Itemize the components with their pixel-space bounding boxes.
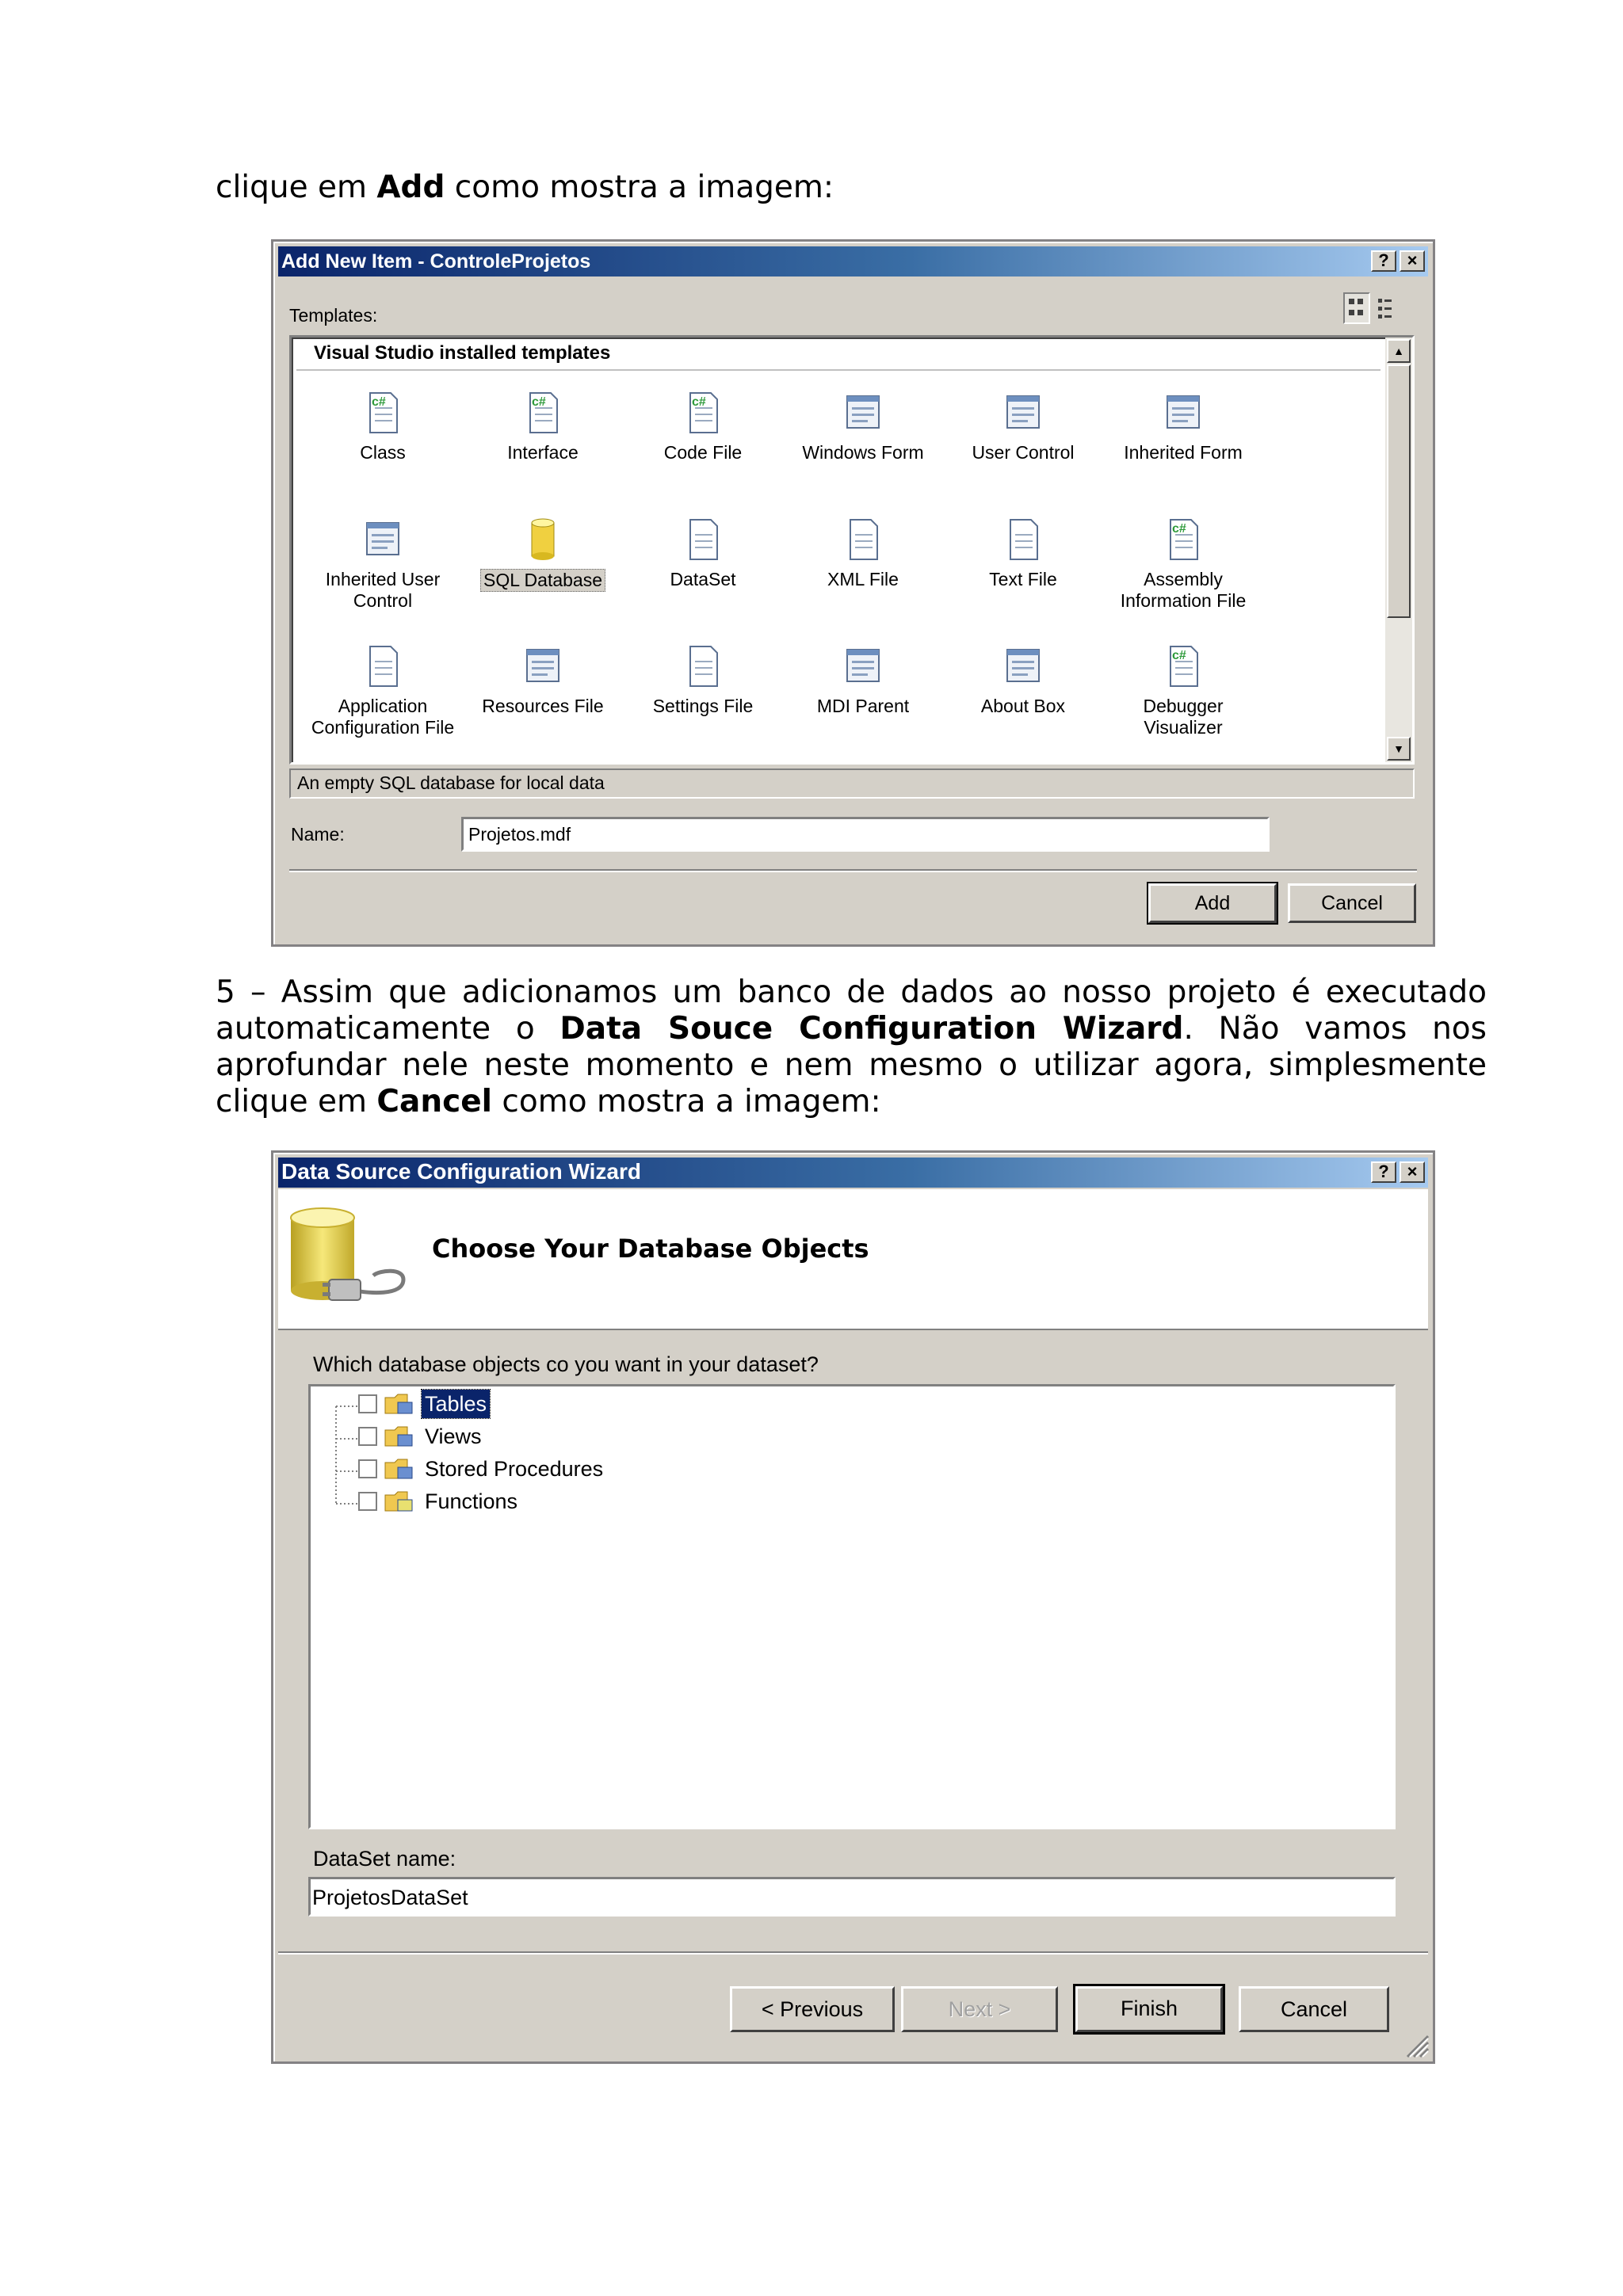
scroll-down-arrow[interactable]: ▼	[1387, 737, 1411, 761]
template-item[interactable]	[1108, 515, 1258, 612]
dataset-name-box[interactable]	[308, 1877, 1396, 1917]
wizard-heading: Choose Your Database Objects	[432, 1234, 869, 1264]
tree-node[interactable]	[311, 1390, 786, 1420]
svg-text:c#: c#	[1172, 522, 1186, 536]
template-item[interactable]	[628, 515, 778, 590]
wizard-title: Data Source Configuration Wizard	[281, 1159, 642, 1184]
step5-text-2: . Não vamos nos aprofundar nele neste momento e nem mesmo o utilizar agora, simplesmente clique em	[216, 1011, 1487, 1119]
windows-form-icon	[841, 388, 885, 437]
templates-list	[289, 335, 1415, 765]
database-objects-tree	[308, 1384, 1396, 1829]
template-label: Code File	[663, 442, 743, 463]
template-label: Resources File	[482, 696, 604, 716]
wizard-separator	[278, 1951, 1428, 1955]
template-item[interactable]	[788, 642, 938, 717]
template-label: Debugger Visualizer	[1143, 696, 1224, 738]
template-item[interactable]	[788, 388, 938, 463]
config-file-icon	[361, 642, 405, 691]
database-plug-icon	[285, 1200, 411, 1327]
template-item[interactable]	[307, 388, 458, 463]
template-label: Class	[360, 442, 406, 463]
name-input-box[interactable]	[461, 817, 1270, 852]
inherited-user-control-icon	[361, 515, 405, 564]
resize-grip-icon[interactable]	[1403, 2031, 1430, 2058]
step5-text-1: 5 – Assim que adicionamos um banco de dados ao nosso projeto é executado automaticamente o	[216, 974, 1487, 1047]
name-label: Name:	[291, 824, 345, 845]
intro-bold-add: Add	[376, 170, 445, 205]
settings-file-icon	[681, 642, 725, 691]
svg-text:c#: c#	[692, 395, 706, 409]
template-item[interactable]	[788, 515, 938, 590]
tree-node-label[interactable]: Views	[425, 1425, 482, 1448]
template-label: XML File	[827, 569, 899, 589]
template-item[interactable]	[307, 515, 458, 612]
template-label: About Box	[980, 696, 1066, 716]
tree-node-checkbox[interactable]	[358, 1427, 377, 1446]
svg-text:c#: c#	[1172, 649, 1186, 662]
objects-question-label: Which database objects co you want in your dataset?	[313, 1352, 819, 1376]
csharp-class-icon	[361, 388, 405, 437]
about-box-icon	[1001, 642, 1045, 691]
debugger-visualizer-icon	[1161, 642, 1205, 691]
intro-text-end: como mostra a imagem:	[445, 170, 834, 205]
svg-text:c#: c#	[532, 395, 546, 409]
tree-node[interactable]	[311, 1487, 786, 1517]
template-item[interactable]	[468, 515, 618, 592]
previous-button[interactable]: < Previous	[730, 1986, 895, 2032]
dataset-icon	[681, 515, 725, 564]
step5-bold-cancel: Cancel	[376, 1084, 493, 1119]
tree-node-checkbox[interactable]	[358, 1492, 377, 1511]
dataset-name-label: DataSet name:	[313, 1847, 456, 1871]
intro-text: clique em	[216, 170, 377, 205]
template-item[interactable]	[948, 515, 1098, 590]
cancel-button[interactable]: Cancel	[1288, 883, 1416, 923]
template-item[interactable]	[1108, 642, 1258, 738]
tree-node[interactable]	[311, 1455, 786, 1485]
next-button[interactable]: Next >	[901, 1986, 1058, 2032]
wizard-close-button[interactable]: ×	[1400, 1161, 1425, 1183]
inherited-form-icon	[1161, 388, 1205, 437]
template-label: Interface	[507, 442, 579, 463]
wizard-help-button[interactable]: ?	[1371, 1161, 1396, 1183]
dialog-separator	[289, 869, 1417, 872]
csharp-code-file-icon	[681, 388, 725, 437]
template-label: MDI Parent	[816, 696, 910, 716]
tree-node-label[interactable]: Stored Procedures	[425, 1457, 604, 1481]
add-button[interactable]: Add	[1148, 883, 1277, 923]
templates-label: Templates:	[289, 305, 378, 326]
tree-node-checkbox[interactable]	[358, 1394, 377, 1413]
template-description: An empty SQL database for local data	[289, 769, 1415, 799]
close-button[interactable]: ×	[1400, 250, 1425, 272]
user-control-icon	[1001, 388, 1045, 437]
dataset-name-input[interactable]: ProjetosDataSet	[312, 1886, 468, 1909]
step5-bold-wizard: Data Souce Configuration Wizard	[559, 1011, 1184, 1047]
template-label: Inherited User Control	[325, 569, 441, 611]
finish-button[interactable]: Finish	[1075, 1986, 1223, 2032]
functions-folder-icon	[384, 1489, 415, 1514]
template-item[interactable]	[948, 642, 1098, 717]
large-icons-view-icon[interactable]	[1343, 292, 1370, 324]
step5-text-3: como mostra a imagem:	[492, 1084, 881, 1119]
template-label: Inherited Form	[1124, 442, 1243, 463]
add-dialog-title: Add New Item - ControleProjetos	[281, 250, 591, 273]
tree-node-label[interactable]: Tables	[422, 1390, 490, 1418]
views-folder-icon	[384, 1424, 415, 1449]
template-item[interactable]	[1108, 388, 1258, 463]
assembly-info-icon	[1161, 515, 1205, 564]
mdi-parent-icon	[841, 642, 885, 691]
database-icon	[521, 515, 565, 564]
intro-paragraph	[216, 170, 1487, 206]
scroll-up-arrow[interactable]: ▲	[1387, 339, 1411, 363]
template-label: User Control	[972, 442, 1075, 463]
tree-node[interactable]	[311, 1422, 786, 1452]
template-item[interactable]	[468, 642, 618, 717]
template-label: SQL Database	[480, 569, 605, 592]
stored-procedures-folder-icon	[384, 1456, 415, 1482]
template-label: Windows Form	[802, 442, 924, 463]
templates-scrollbar[interactable]	[1385, 338, 1412, 762]
wizard-header	[278, 1189, 1428, 1330]
interface-icon	[521, 388, 565, 437]
xml-file-icon	[841, 515, 885, 564]
template-item[interactable]	[628, 642, 778, 717]
tables-folder-icon	[384, 1391, 415, 1417]
template-item[interactable]	[468, 388, 618, 463]
help-button[interactable]: ?	[1371, 250, 1396, 272]
template-label: Assembly Information File	[1120, 569, 1247, 611]
add-new-item-dialog	[271, 239, 1435, 947]
add-dialog-titlebar	[278, 246, 1428, 277]
templates-group-header: Visual Studio installed templates	[314, 342, 611, 364]
scroll-thumb[interactable]	[1387, 364, 1411, 618]
small-icons-view-icon[interactable]	[1375, 292, 1402, 324]
text-file-icon	[1001, 515, 1045, 564]
wizard-cancel-button[interactable]: Cancel	[1239, 1986, 1389, 2032]
template-label: Application Configuration File	[311, 696, 455, 738]
template-item[interactable]	[628, 388, 778, 463]
data-source-wizard-dialog	[271, 1150, 1435, 2064]
template-item[interactable]	[948, 388, 1098, 463]
resources-file-icon	[521, 642, 565, 691]
svg-text:c#: c#	[372, 395, 386, 409]
template-item[interactable]	[307, 642, 458, 738]
tree-node-label[interactable]: Functions	[425, 1489, 518, 1513]
tree-node-checkbox[interactable]	[358, 1459, 377, 1478]
template-label: Text File	[989, 569, 1057, 589]
template-label: Settings File	[652, 696, 754, 716]
wizard-titlebar	[278, 1158, 1428, 1188]
name-input[interactable]: Projetos.mdf	[468, 824, 571, 845]
template-label: DataSet	[670, 569, 736, 589]
step5-paragraph	[216, 974, 1487, 1120]
